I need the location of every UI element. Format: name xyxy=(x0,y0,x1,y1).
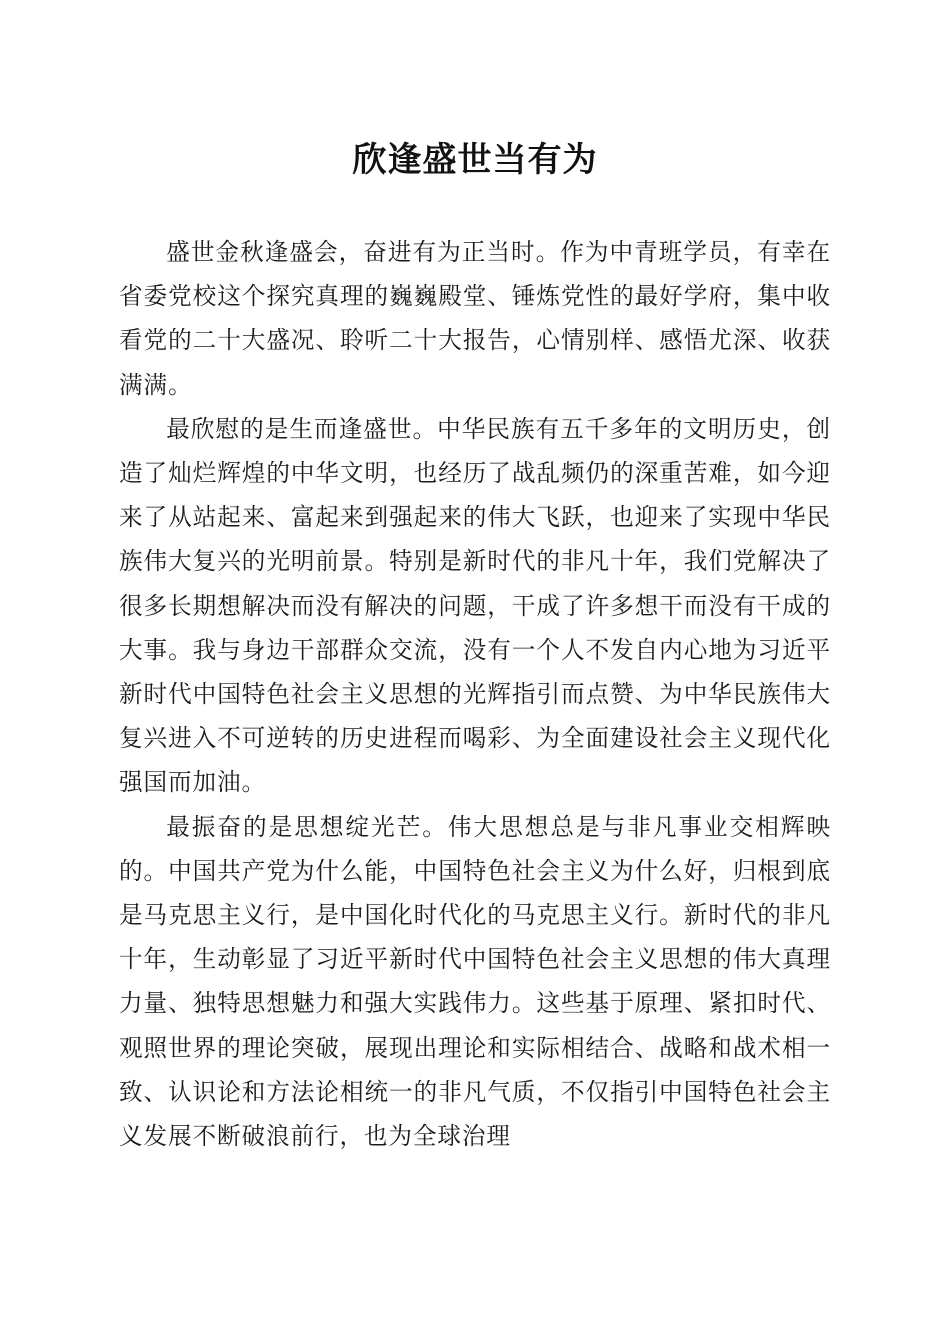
paragraph: 最欣慰的是生而逢盛世。中华民族有五千多年的文明历史，创造了灿烂辉煌的中华文明，也经历了战乱频仍的深重苦难，如今迎来了从站起来、富起来到强起来的伟大飞跃，也迎来了实现中华民族伟大复兴的光明前景。特别是新时代的非凡十年，我们党解决了很多长期想解决而没有解决的问题，干成了许多想干而没有干成的大事。我与身边干部群众交流，没有一个人不发自内心地为习近平新时代中国特色社会主义思想的光辉指引而点赞、为中华民族伟大复兴进入不可逆转的历史进程而喝彩、为全面建设社会主义现代化强国而加油。 xyxy=(119,414,831,797)
paragraph: 盛世金秋逢盛会，奋进有为正当时。作为中青班学员，有幸在省委党校这个探究真理的巍巍殿堂、锤炼党性的最好学府，集中收看党的二十大盛况、聆听二十大报告，心情别样、感悟尤深、收获满满。 xyxy=(119,238,831,399)
document-title: 欣逢盛世当有为 xyxy=(352,140,598,180)
paragraph: 最振奋的是思想绽光芒。伟大思想总是与非凡事业交相辉映的。中国共产党为什么能，中国特色社会主义为什么好，归根到底是马克思主义行，是中国化时代化的马克思主义行。新时代的非凡十年，生动彰显了习近平新时代中国特色社会主义思想的伟大真理力量、独特思想魅力和强大实践伟力。这些基于原理、紧扣时代、观照世界的理论突破，展现出理论和实际相结合、战略和战术相一致、认识论和方法论相统一的非凡气质，不仅指引中国特色社会主义发展不断破浪前行，也为全球治理 xyxy=(119,812,831,1151)
document-body xyxy=(119,230,831,1158)
